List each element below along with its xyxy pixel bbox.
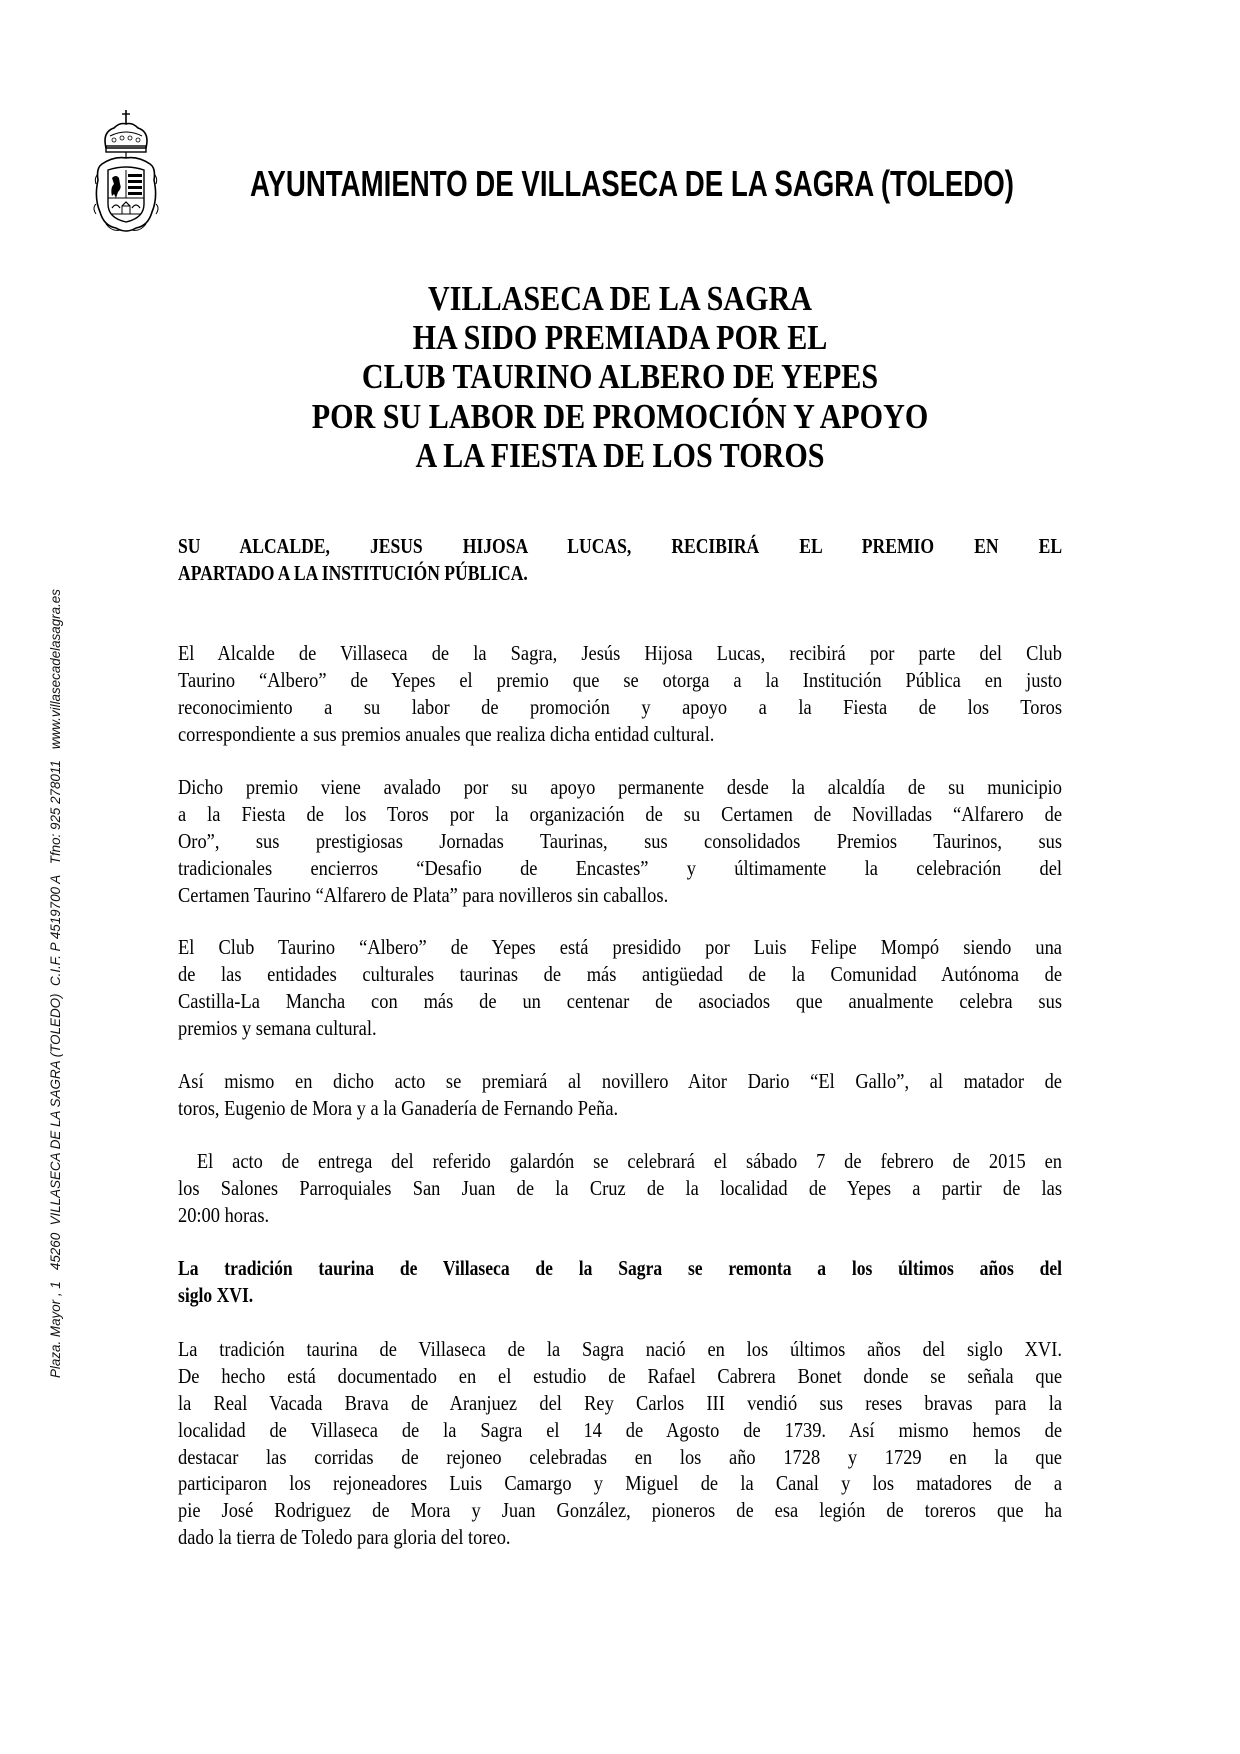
section-heading <box>178 1255 1062 1309</box>
body-paragraph-1 <box>178 640 1062 748</box>
section-heading-line: siglo XVI. <box>178 1282 254 1307</box>
coat-of-arms-seal-icon <box>92 108 160 236</box>
paragraph-line: Dicho premio viene avalado por su apoyo permanente desde la alcaldía de su municipio <box>178 775 1063 799</box>
title-line: A LA FIESTA DE LOS TOROS <box>415 435 825 475</box>
address-sidebar: Plaza. Mayor , 1 45260 VILLASECA DE LA SAGRA (TOLEDO) C.I.F. P 4519700 A Tfno: 925 278011 www.villasecadelasagra.es <box>48 589 63 1378</box>
title-line: HA SIDO PREMIADA POR EL <box>412 318 828 358</box>
subtitle-line: SU ALCALDE, JESUS HIJOSA LUCAS, RECIBIRÁ EL PREMIO EN EL <box>178 534 1063 558</box>
paragraph-line: de las entidades culturales taurinas de más antigüedad de la Comunidad Autónoma de <box>178 961 1063 986</box>
paragraph-line: los Salones Parroquiales San Juan de la Cruz de la localidad de Yepes a partir de las <box>178 1175 1063 1200</box>
paragraph-line: correspondiente a sus premios anuales que realiza dicha entidad cultural. <box>178 721 715 746</box>
body-paragraph-3 <box>178 934 1062 1042</box>
paragraph-line: tradicionales encierros “Desafio de Encastes” y últimamente la celebración del <box>178 855 1063 880</box>
press-release-title <box>150 279 1090 475</box>
paragraph-line: localidad de Villaseca de la Sagra el 14 de Agosto de 1739. Así mismo hemos de <box>178 1417 1063 1442</box>
body-paragraph-5 <box>178 1148 1062 1229</box>
paragraph-line: dado la tierra de Toledo para gloria del toreo. <box>178 1525 511 1550</box>
paragraph-line: Oro”, sus prestigiosas Jornadas Taurinas, sus consolidados Premios Taurinos, sus <box>178 828 1063 853</box>
paragraph-line: Certamen Taurino “Alfarero de Plata” para novilleros sin caballos. <box>178 882 669 907</box>
paragraph-line: El acto de entrega del referido galardón se celebrará el sábado 7 de febrero de 2015 en <box>178 1149 1063 1173</box>
paragraph-line: Así mismo en dicho acto se premiará al novillero Aitor Dario “El Gallo”, al matador de <box>178 1069 1063 1093</box>
body-paragraph-4 <box>178 1068 1062 1122</box>
title-line: CLUB TAURINO ALBERO DE YEPES <box>361 357 879 397</box>
section-heading-line: La tradición taurina de Villaseca de la Sagra se remonta a los últimos años del <box>178 1256 1063 1280</box>
paragraph-line: Castilla-La Mancha con más de un centenar de asociados que anualmente celebra sus <box>178 988 1063 1013</box>
organization-name-heading: AYUNTAMIENTO DE VILLASECA DE LA SAGRA (TOLEDO) <box>250 163 1014 204</box>
subtitle-paragraph <box>178 533 1062 587</box>
paragraph-line: toros, Eugenio de Mora y a la Ganadería de Fernando Peña. <box>178 1095 619 1120</box>
paragraph-line: destacar las corridas de rejoneo celebradas en los año 1728 y 1729 en la que <box>178 1444 1063 1469</box>
title-line: POR SU LABOR DE PROMOCIÓN Y APOYO <box>311 396 929 436</box>
body-paragraph-2 <box>178 774 1062 908</box>
history-paragraph <box>178 1336 1062 1551</box>
paragraph-line: participaron los rejoneadores Luis Camargo y Miguel de la Canal y los matadores de a <box>178 1471 1063 1496</box>
paragraph-line: El Alcalde de Villaseca de la Sagra, Jesús Hijosa Lucas, recibirá por parte del Club <box>178 641 1063 665</box>
paragraph-line: reconocimiento a su labor de promoción y apoyo a la Fiesta de los Toros <box>178 694 1063 719</box>
paragraph-line: la Real Vacada Brava de Aranjuez del Rey Carlos III vendió sus reses bravas para la <box>178 1390 1063 1415</box>
paragraph-line: pie José Rodriguez de Mora y Juan González, pioneros de esa legión de toreros que ha <box>178 1498 1063 1523</box>
paragraph-line: a la Fiesta de los Toros por la organización de su Certamen de Novilladas “Alfarero de <box>178 801 1063 826</box>
paragraph-line: De hecho está documentado en el estudio de Rafael Cabrera Bonet donde se señala que <box>178 1363 1063 1388</box>
paragraph-line: 20:00 horas. <box>178 1202 270 1227</box>
paragraph-line: La tradición taurina de Villaseca de la Sagra nació en los últimos años del siglo XVI. <box>178 1337 1063 1361</box>
paragraph-line: Taurino “Albero” de Yepes el premio que se otorga a la Institución Pública en justo <box>178 667 1063 692</box>
title-line: VILLASECA DE LA SAGRA <box>428 279 812 318</box>
paragraph-line: premios y semana cultural. <box>178 1015 377 1040</box>
paragraph-line: El Club Taurino “Albero” de Yepes está presidido por Luis Felipe Mompó siendo una <box>178 935 1063 959</box>
subtitle-line: APARTADO A LA INSTITUCIÓN PÚBLICA. <box>178 560 528 585</box>
